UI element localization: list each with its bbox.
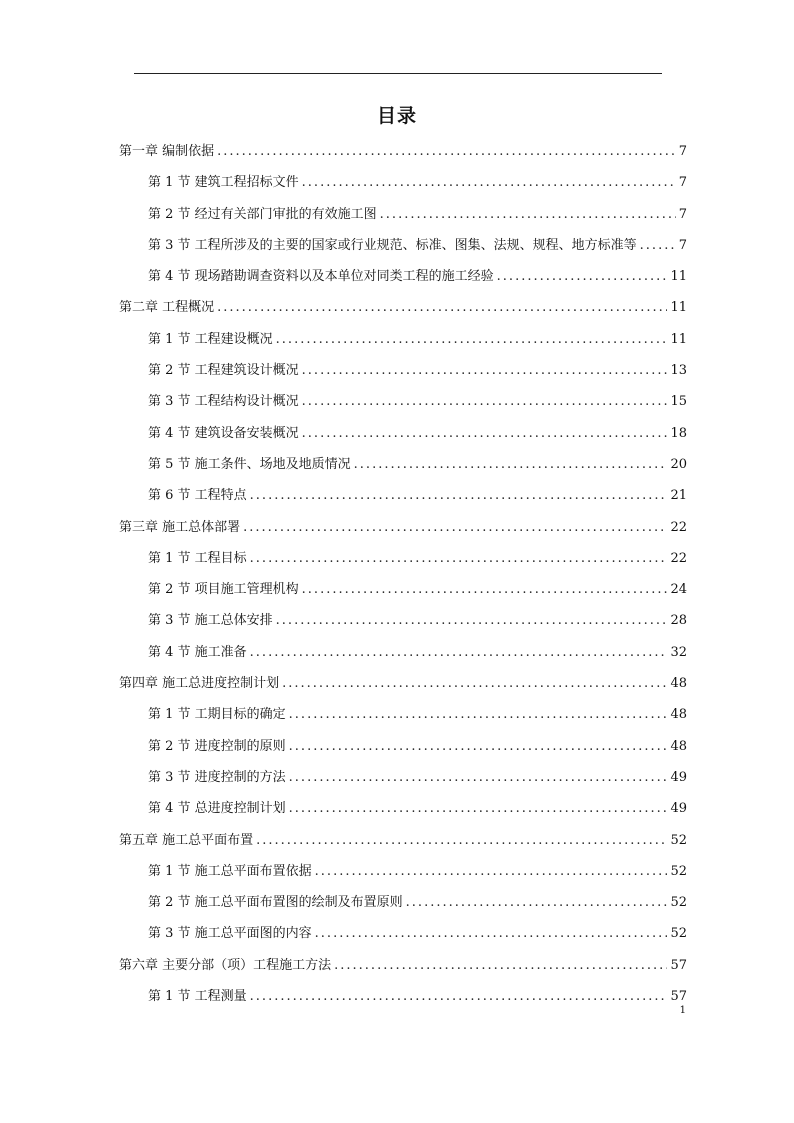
toc-section-entry[interactable] <box>119 703 687 734</box>
toc-dot-leader <box>497 265 668 289</box>
toc-entry-label: 第 1 节 工期目标的确定 <box>148 707 286 723</box>
toc-section-entry[interactable] <box>119 484 687 515</box>
toc-entry-label: 第 2 节 经过有关部门审批的有效施工图 <box>148 206 377 222</box>
toc-entry-page: 7 <box>678 237 687 253</box>
toc-entry-page: 52 <box>670 926 687 942</box>
toc-entry-page: 11 <box>670 331 687 347</box>
toc-section-entry[interactable] <box>119 359 687 390</box>
toc-entry-page: 22 <box>670 519 687 535</box>
toc-entry-label: 第 3 节 施工总体安排 <box>148 613 273 629</box>
toc-dot-leader <box>354 453 668 477</box>
toc-entry-page: 7 <box>678 206 687 222</box>
toc-entry-page: 57 <box>670 989 687 1005</box>
toc-dot-leader <box>302 578 668 602</box>
toc-dot-leader <box>334 954 667 978</box>
toc-dot-leader <box>276 328 668 352</box>
toc-entry-label: 第 4 节 现场踏勘调查资料以及本单位对同类工程的施工经验 <box>148 269 494 285</box>
toc-dot-leader <box>302 359 668 383</box>
toc-entry-label: 第五章 施工总平面布置 <box>119 832 254 848</box>
toc-entry-label: 第 1 节 工程建设概况 <box>148 331 273 347</box>
toc-entry-label: 第 4 节 施工准备 <box>148 644 247 660</box>
toc-entry-label: 第二章 工程概况 <box>119 300 215 316</box>
toc-dot-leader <box>217 140 676 164</box>
toc-section-entry[interactable] <box>119 453 687 484</box>
toc-section-entry[interactable] <box>119 547 687 578</box>
toc-entry-label: 第 6 节 工程特点 <box>148 488 247 504</box>
toc-entry-page: 48 <box>670 738 687 754</box>
toc-section-entry[interactable] <box>119 735 687 766</box>
toc-entry-page: 11 <box>670 300 687 316</box>
toc-dot-leader <box>282 672 667 696</box>
toc-entry-label: 第 1 节 建筑工程招标文件 <box>148 175 299 191</box>
toc-section-entry[interactable] <box>119 797 687 828</box>
toc-entry-label: 第 1 节 工程目标 <box>148 550 247 566</box>
header-rule <box>134 73 662 74</box>
toc-entry-label: 第 4 节 建筑设备安装概况 <box>148 425 299 441</box>
toc-section-entry[interactable] <box>119 609 687 640</box>
toc-entry-page: 49 <box>670 801 687 817</box>
toc-chapter-entry[interactable] <box>119 829 687 860</box>
toc-dot-leader <box>302 171 676 195</box>
toc-entry-page: 7 <box>678 144 687 159</box>
table-of-contents <box>119 140 687 1016</box>
toc-entry-page: 15 <box>670 394 687 410</box>
toc-dot-leader <box>640 234 676 258</box>
toc-entry-page: 7 <box>678 175 687 191</box>
toc-chapter-entry[interactable] <box>119 954 687 985</box>
toc-entry-label: 第三章 施工总体部署 <box>119 519 241 535</box>
toc-entry-page: 48 <box>670 707 687 723</box>
toc-entry-page: 13 <box>670 363 687 379</box>
toc-section-entry[interactable] <box>119 641 687 672</box>
toc-entry-label: 第 3 节 施工总平面图的内容 <box>148 926 312 942</box>
toc-entry-label: 第 1 节 工程测量 <box>148 989 247 1005</box>
toc-entry-page: 32 <box>670 644 687 660</box>
toc-section-entry[interactable] <box>119 234 687 265</box>
toc-entry-page: 57 <box>670 957 687 973</box>
page-number: 1 <box>679 1005 686 1016</box>
toc-entry-page: 52 <box>670 832 687 848</box>
toc-entry-label: 第六章 主要分部（项）工程施工方法 <box>119 957 332 973</box>
toc-title: 目录 <box>376 105 417 127</box>
toc-section-entry[interactable] <box>119 891 687 922</box>
toc-entry-label: 第 3 节 工程结构设计概况 <box>148 394 299 410</box>
toc-entry-label: 第一章 编制依据 <box>119 144 215 159</box>
toc-dot-leader <box>289 797 668 821</box>
toc-entry-label: 第 2 节 项目施工管理机构 <box>148 582 299 598</box>
toc-section-entry[interactable] <box>119 265 687 296</box>
toc-entry-page: 18 <box>670 425 687 441</box>
toc-section-entry[interactable] <box>119 171 687 202</box>
toc-entry-label: 第 2 节 施工总平面布置图的绘制及布置原则 <box>148 895 403 911</box>
toc-dot-leader <box>289 703 668 727</box>
toc-section-entry[interactable] <box>119 860 687 891</box>
toc-entry-page: 52 <box>670 895 687 911</box>
toc-dot-leader <box>315 860 668 884</box>
toc-entry-label: 第 3 节 工程所涉及的主要的国家或行业规范、标准、图集、法规、规程、地方标准等 <box>148 237 637 253</box>
toc-dot-leader <box>276 609 668 633</box>
toc-chapter-entry[interactable] <box>119 516 687 547</box>
toc-dot-leader <box>302 390 668 414</box>
toc-entry-page: 49 <box>670 769 687 785</box>
toc-dot-leader <box>217 296 667 320</box>
toc-section-entry[interactable] <box>119 766 687 797</box>
toc-entry-label: 第 1 节 施工总平面布置依据 <box>148 863 312 879</box>
toc-section-entry[interactable] <box>119 578 687 609</box>
toc-dot-leader <box>243 516 667 540</box>
toc-dot-leader <box>250 484 668 508</box>
toc-entry-page: 52 <box>670 863 687 879</box>
toc-dot-leader <box>250 641 668 665</box>
toc-dot-leader <box>302 422 668 446</box>
toc-chapter-entry[interactable] <box>119 296 687 327</box>
toc-dot-leader <box>380 203 676 227</box>
toc-entry-page: 21 <box>670 488 687 504</box>
toc-entry-label: 第四章 施工总进度控制计划 <box>119 676 280 692</box>
toc-entry-label: 第 2 节 进度控制的原则 <box>148 738 286 754</box>
toc-entry-label: 第 3 节 进度控制的方法 <box>148 769 286 785</box>
toc-entry-label: 第 2 节 工程建筑设计概况 <box>148 363 299 379</box>
toc-section-entry[interactable] <box>119 422 687 453</box>
toc-section-entry[interactable] <box>119 203 687 234</box>
toc-dot-leader <box>315 922 668 946</box>
toc-entry-page: 28 <box>670 613 687 629</box>
toc-entry-page: 24 <box>670 582 687 598</box>
toc-entry-label: 第 5 节 施工条件、场地及地质情况 <box>148 456 351 472</box>
toc-section-entry[interactable] <box>119 328 687 359</box>
toc-entry-page: 48 <box>670 676 687 692</box>
toc-dot-leader <box>250 547 668 571</box>
toc-chapter-entry[interactable] <box>119 140 687 171</box>
toc-dot-leader <box>256 829 667 853</box>
toc-entry-page: 22 <box>670 550 687 566</box>
toc-entry-page: 11 <box>670 269 687 285</box>
toc-chapter-entry[interactable] <box>119 672 687 703</box>
toc-dot-leader <box>289 766 668 790</box>
toc-dot-leader <box>289 735 668 759</box>
toc-section-entry[interactable] <box>119 922 687 953</box>
toc-section-entry[interactable] <box>119 390 687 421</box>
toc-entry-page: 20 <box>670 456 687 472</box>
toc-dot-leader <box>406 891 668 915</box>
toc-entry-label: 第 4 节 总进度控制计划 <box>148 801 286 817</box>
